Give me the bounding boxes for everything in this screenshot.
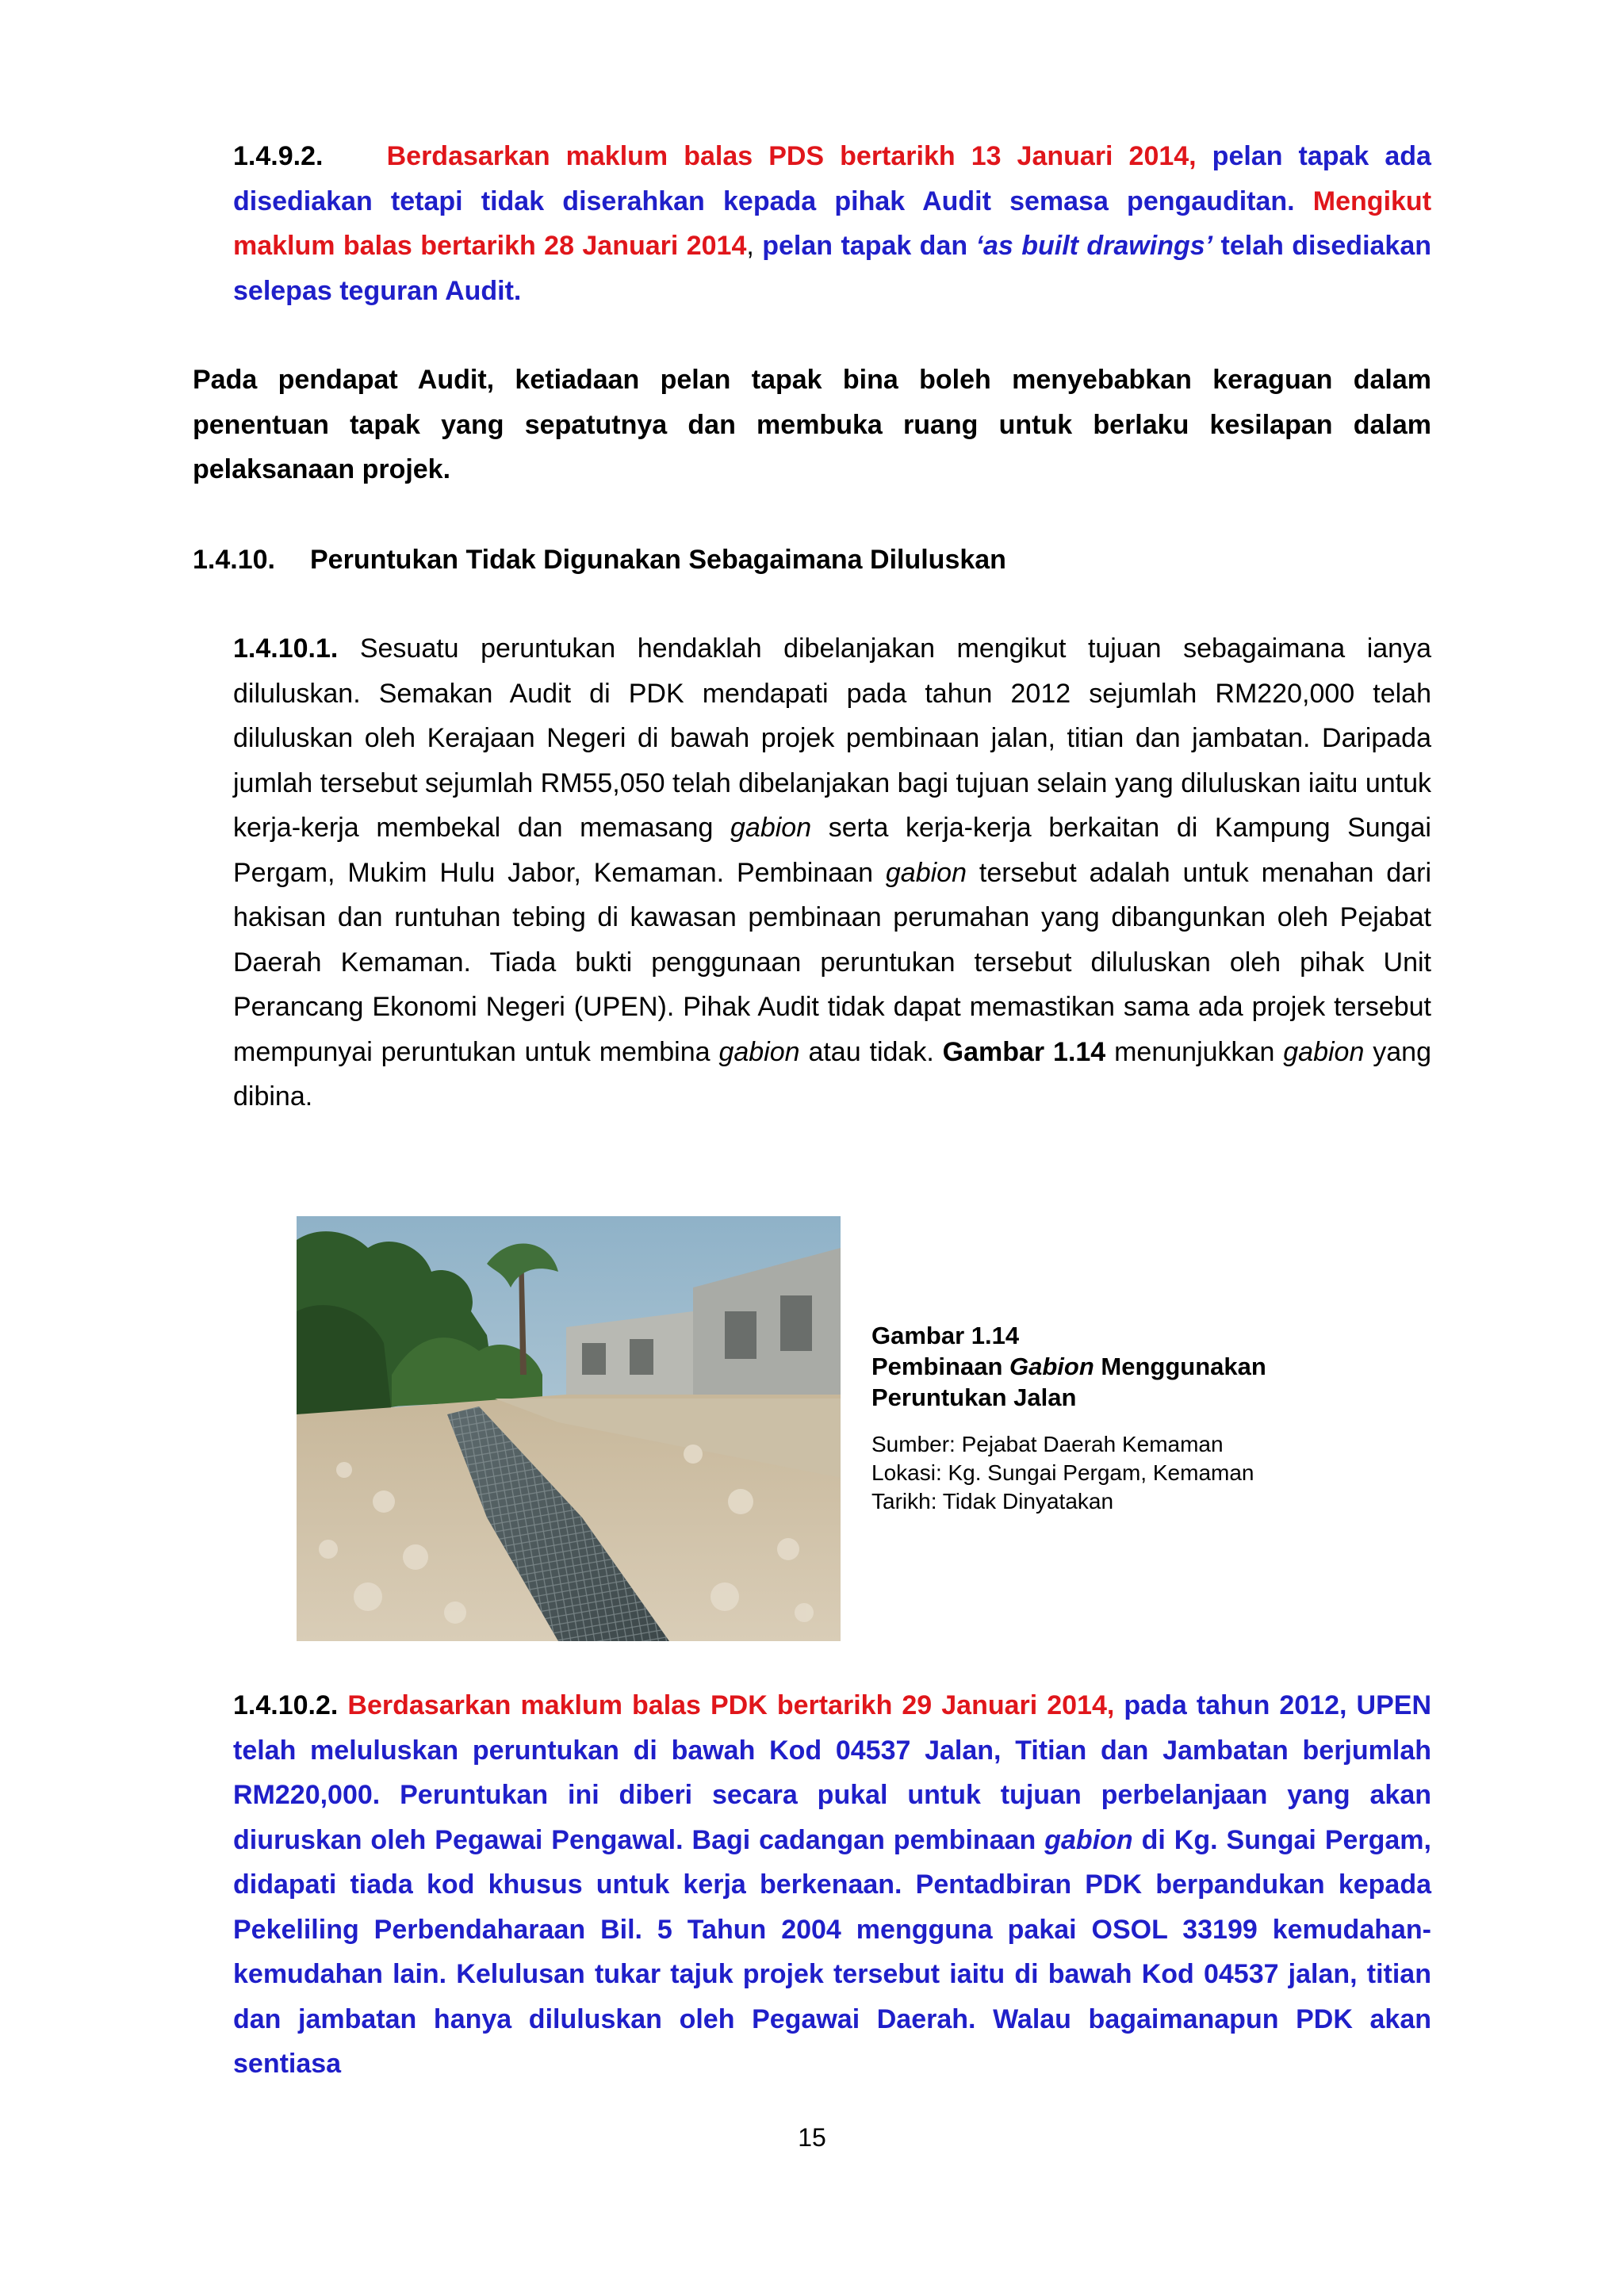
body-text: yang dibina. bbox=[233, 1036, 1431, 1112]
audit-opinion: Pada pendapat Audit, ketiadaan pelan tapak bina boleh menyebabkan keraguan dalam penentuan tapak yang sepatutnya dan membuka ruang untuk berlaku kesilapan dalam pelaksanaan projek. bbox=[193, 365, 1431, 484]
figure-title: Pembinaan Gabion Menggunakan bbox=[871, 1353, 1266, 1380]
section-number: 1.4.10. bbox=[193, 545, 275, 575]
section-heading bbox=[193, 538, 1006, 583]
section-title: Peruntukan Tidak Digunakan Sebagaimana Diluluskan bbox=[310, 545, 1006, 575]
figure-title-line-2: Peruntukan Jalan bbox=[871, 1383, 1077, 1411]
response-date-text-2: Mengikut maklum balas bertarikh 28 Januari 2014 bbox=[233, 186, 1432, 261]
response-date-text: Berdasarkan maklum balas PDS bertarikh 13 Januari 2014, bbox=[386, 141, 1197, 171]
body-text: tersebut adalah untuk menahan dari hakisan dan runtuhan tebing di kawasan pembinaan perumahan yang dibangunkan oleh Pejabat Daerah Kemaman. Tiada bukti penggunaan peruntukan tersebut diluluskan oleh pihak Unit Perancang Ekonomi Negeri (UPEN). Pihak Audit tidak dapat memastikan sama ada projek tersebut mempunyai peruntukan untuk membina bbox=[233, 857, 1432, 1067]
response-text: pada tahun 2012, UPEN telah meluluskan peruntukan di bawah Kod 04537 Jalan, Titian dan Jambatan berjumlah RM220,000. Peruntukan ini diberi secara pukal untuk tujuan perbelanjaan yang akan diuruskan oleh Pegawai Pengawal. Bagi cadangan pembinaan bbox=[233, 1690, 1431, 1855]
body-text: Sesuatu peruntukan hendaklah dibelanjakan mengikut tujuan sebagaimana ianya diluluskan. Semakan Audit di PDK mendapati pada tahun 2012 sejumlah RM220,000 telah diluluskan oleh Kerajaan Negeri di bawah projek pembinaan jalan, titian dan jambatan. Daripada jumlah tersebut sejumlah RM55,050 telah dibelanjakan bagi tujuan selain yang diluluskan iaitu untuk kerja-kerja membekal dan memasang bbox=[233, 633, 1431, 843]
response-text-3: telah disediakan selepas teguran Audit. bbox=[233, 231, 1432, 306]
italic-term: ‘as built drawings’ bbox=[975, 231, 1213, 261]
response-date-text: Berdasarkan maklum balas PDK bertarikh 29 Januari 2014, bbox=[347, 1690, 1115, 1720]
paragraph-1-4-9-2 bbox=[233, 134, 1431, 313]
figure-source: Sumber: Pejabat Daerah Kemaman bbox=[871, 1432, 1224, 1456]
page-number: 15 bbox=[798, 2123, 826, 2152]
figure-caption bbox=[871, 1320, 1316, 1516]
response-text-2: pelan tapak dan bbox=[762, 231, 968, 261]
italic-term: gabion bbox=[730, 813, 812, 843]
paragraph-1-4-10-2 bbox=[233, 1683, 1431, 2087]
response-text: pelan tapak ada disediakan tetapi tidak diserahkan kepada pihak Audit semasa pengauditan. bbox=[233, 141, 1431, 216]
figure-location: Lokasi: Kg. Sungai Pergam, Kemaman bbox=[871, 1460, 1254, 1485]
figure-title-italic: Gabion bbox=[1009, 1353, 1094, 1380]
figure-date: Tarikh: Tidak Dinyatakan bbox=[871, 1489, 1114, 1513]
comma: , bbox=[746, 231, 754, 261]
figure-metadata bbox=[871, 1430, 1316, 1516]
figure-reference: Gambar 1.14 bbox=[942, 1036, 1106, 1067]
body-text: atau tidak. bbox=[808, 1036, 934, 1067]
paragraph-number: 1.4.9.2. bbox=[233, 141, 324, 171]
italic-term: gabion bbox=[718, 1036, 800, 1067]
paragraph-1-4-10-1 bbox=[233, 626, 1431, 1119]
body-text: menunjukkan bbox=[1114, 1036, 1275, 1067]
paragraph-number: 1.4.10.1. bbox=[233, 633, 339, 664]
italic-term: gabion bbox=[1044, 1824, 1133, 1855]
body-text: serta kerja-kerja berkaitan di Kampung Sungai Pergam, Mukim Hulu Jabor, Kemaman. Pembinaan bbox=[233, 813, 1431, 888]
italic-term: gabion bbox=[1283, 1036, 1365, 1067]
gabion-construction-photo bbox=[297, 1216, 841, 1641]
response-text-2: di Kg. Sungai Pergam, didapati tiada kod khusus untuk kerja berkenaan. Pentadbiran PDK berpandukan kepada Pekeliling Perbendaharaan Bil. 5 Tahun 2004 mengguna pakai OSOL 33199 kemudahan-kemudahan lain. Kelulusan tukar tajuk projek tersebut iaitu di bawah Kod 04537 jalan, titian dan jambatan hanya diluluskan oleh Pegawai Daerah. Walau bagaimanapun PDK akan sentiasa bbox=[233, 1824, 1431, 2079]
figure-label: Gambar 1.14 bbox=[871, 1322, 1020, 1349]
paragraph-number: 1.4.10.2. bbox=[233, 1690, 339, 1720]
italic-term: gabion bbox=[885, 857, 967, 888]
